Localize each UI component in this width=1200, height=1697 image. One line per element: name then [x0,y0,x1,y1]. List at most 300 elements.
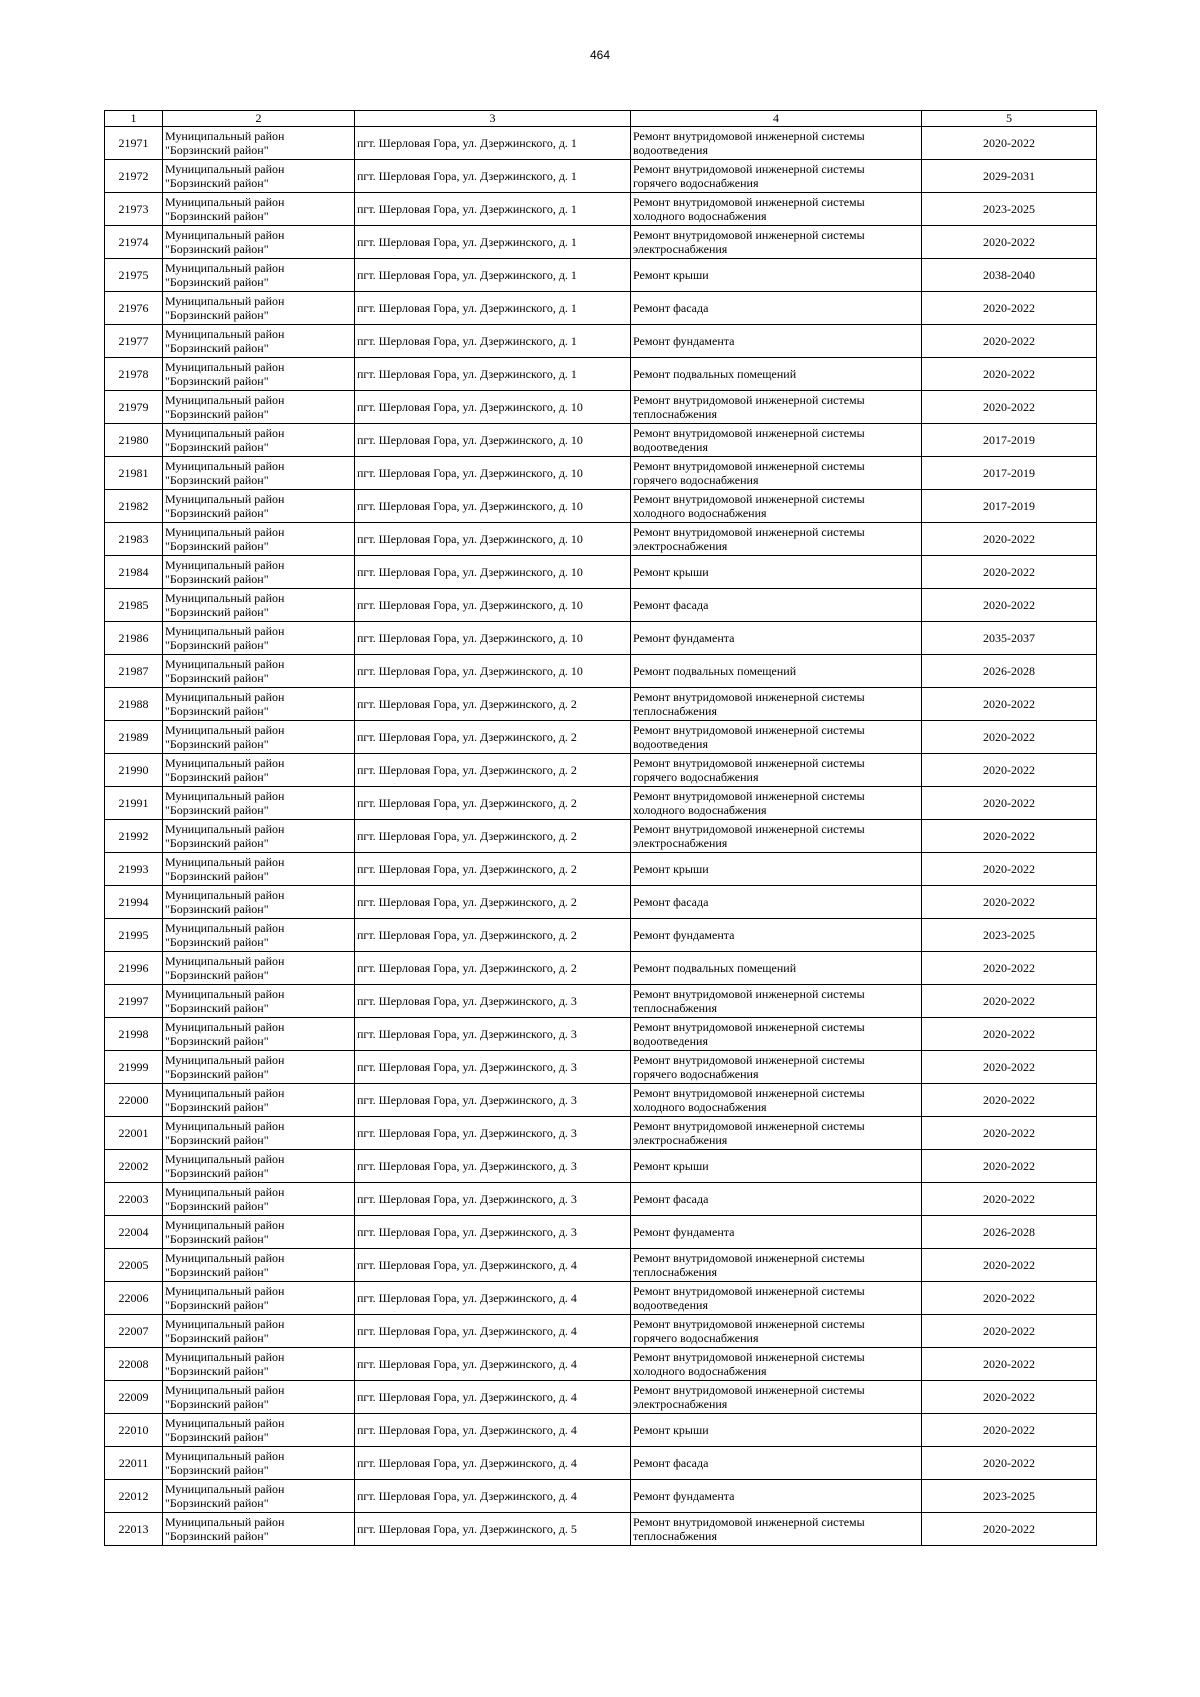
work-type-cell [631,688,922,721]
municipality-cell [163,193,355,226]
period-cell: 2020-2022 [922,688,1097,721]
address-cell: пгт. Шерловая Гора, ул. Дзержинского, д. 2 [355,688,631,721]
period-cell: 2017-2019 [922,457,1097,490]
period-cell: 2020-2022 [922,358,1097,391]
work-type-cell [631,1480,922,1513]
work-type-cell [631,127,922,160]
period-cell: 2020-2022 [922,1447,1097,1480]
municipality-line: "Борзинский район" [165,1001,269,1015]
municipality-line: "Борзинский район" [165,1100,269,1114]
table-row [105,259,1097,292]
column-header: 2 [163,111,355,127]
work-type-cell [631,589,922,622]
municipality-line: Муниципальный район [165,756,285,770]
work-type-cell [631,1513,922,1546]
period-cell: 2017-2019 [922,490,1097,523]
address-cell: пгт. Шерловая Гора, ул. Дзержинского, д. 1 [355,358,631,391]
work-type-line: Ремонт фасада [633,1456,709,1470]
row-number-cell: 22009 [105,1381,163,1414]
address-cell: пгт. Шерловая Гора, ул. Дзержинского, д. 5 [355,1513,631,1546]
municipality-cell [163,523,355,556]
work-type-line: Ремонт крыши [633,1423,709,1437]
municipality-cell [163,1018,355,1051]
column-header: 4 [631,111,922,127]
work-type-line: Ремонт внутридомовой инженерной системы [633,1251,865,1265]
work-type-cell [631,391,922,424]
address-cell: пгт. Шерловая Гора, ул. Дзержинского, д. 3 [355,1216,631,1249]
municipality-line: "Борзинский район" [165,770,269,784]
column-header: 3 [355,111,631,127]
municipality-cell [163,622,355,655]
period-cell: 2020-2022 [922,952,1097,985]
work-type-line: холодного водоснабжения [633,1100,767,1114]
work-type-line: Ремонт внутридомовой инженерной системы [633,162,865,176]
municipality-line: "Борзинский район" [165,1430,269,1444]
row-number-cell: 21992 [105,820,163,853]
municipality-line: "Борзинский район" [165,440,269,454]
period-cell: 2026-2028 [922,1216,1097,1249]
address-cell: пгт. Шерловая Гора, ул. Дзержинского, д. 4 [355,1249,631,1282]
table-row [105,1282,1097,1315]
repair-schedule-table [104,110,1097,1546]
work-type-line: электроснабжения [633,539,728,553]
address-cell: пгт. Шерловая Гора, ул. Дзержинского, д. 3 [355,985,631,1018]
work-type-cell [631,721,922,754]
period-cell: 2020-2022 [922,391,1097,424]
work-type-line: теплоснабжения [633,1265,717,1279]
table-row [105,721,1097,754]
municipality-cell [163,1447,355,1480]
row-number-cell: 21989 [105,721,163,754]
work-type-line: Ремонт фасада [633,598,709,612]
period-cell: 2023-2025 [922,919,1097,952]
address-cell: пгт. Шерловая Гора, ул. Дзержинского, д. 1 [355,160,631,193]
municipality-line: Муниципальный район [165,1416,285,1430]
work-type-cell [631,1018,922,1051]
work-type-line: холодного водоснабжения [633,209,767,223]
period-cell: 2020-2022 [922,292,1097,325]
work-type-line: электроснабжения [633,1133,728,1147]
period-cell: 2035-2037 [922,622,1097,655]
work-type-line: электроснабжения [633,1397,728,1411]
row-number-cell: 21973 [105,193,163,226]
address-cell: пгт. Шерловая Гора, ул. Дзержинского, д. 4 [355,1447,631,1480]
municipality-cell [163,1381,355,1414]
table-row [105,754,1097,787]
municipality-line: "Борзинский район" [165,638,269,652]
table-row [105,820,1097,853]
row-number-cell: 21987 [105,655,163,688]
table-row [105,160,1097,193]
municipality-line: Муниципальный район [165,855,285,869]
work-type-cell [631,424,922,457]
municipality-line: Муниципальный район [165,459,285,473]
municipality-line: Муниципальный район [165,195,285,209]
municipality-cell [163,721,355,754]
period-cell: 2020-2022 [922,1315,1097,1348]
work-type-line: Ремонт внутридомовой инженерной системы [633,525,865,539]
work-type-line: холодного водоснабжения [633,506,767,520]
table-row [105,556,1097,589]
work-type-line: Ремонт внутридомовой инженерной системы [633,1119,865,1133]
municipality-cell [163,556,355,589]
municipality-cell [163,655,355,688]
table-row [105,457,1097,490]
municipality-line: "Борзинский район" [165,704,269,718]
municipality-cell [163,226,355,259]
address-cell: пгт. Шерловая Гора, ул. Дзержинского, д. 10 [355,589,631,622]
municipality-line: Муниципальный район [165,921,285,935]
address-cell: пгт. Шерловая Гора, ул. Дзержинского, д. 10 [355,457,631,490]
work-type-line: Ремонт внутридомовой инженерной системы [633,393,865,407]
row-number-cell: 22011 [105,1447,163,1480]
period-cell: 2020-2022 [922,127,1097,160]
work-type-cell [631,160,922,193]
work-type-cell [631,1117,922,1150]
row-number-cell: 22003 [105,1183,163,1216]
table-row [105,292,1097,325]
municipality-cell [163,985,355,1018]
table-row [105,193,1097,226]
work-type-cell [631,952,922,985]
work-type-cell [631,556,922,589]
row-number-cell: 21972 [105,160,163,193]
municipality-line: Муниципальный район [165,1251,285,1265]
row-number-cell: 21976 [105,292,163,325]
municipality-cell [163,160,355,193]
period-cell: 2020-2022 [922,523,1097,556]
municipality-line: Муниципальный район [165,1053,285,1067]
work-type-cell [631,1447,922,1480]
municipality-line: "Борзинский район" [165,1397,269,1411]
municipality-cell [163,919,355,952]
work-type-line: электроснабжения [633,242,728,256]
municipality-line: "Борзинский район" [165,143,269,157]
work-type-line: Ремонт крыши [633,862,709,876]
period-cell: 2020-2022 [922,1414,1097,1447]
municipality-line: "Борзинский район" [165,1529,269,1543]
municipality-line: "Борзинский район" [165,737,269,751]
row-number-cell: 22012 [105,1480,163,1513]
row-number-cell: 22006 [105,1282,163,1315]
work-type-line: Ремонт внутридомовой инженерной системы [633,1383,865,1397]
table-row [105,589,1097,622]
work-type-line: горячего водоснабжения [633,1331,759,1345]
municipality-cell [163,820,355,853]
municipality-line: "Борзинский район" [165,209,269,223]
municipality-cell [163,1051,355,1084]
work-type-line: Ремонт внутридомовой инженерной системы [633,1317,865,1331]
municipality-cell [163,1480,355,1513]
work-type-line: Ремонт внутридомовой инженерной системы [633,195,865,209]
work-type-line: Ремонт внутридомовой инженерной системы [633,822,865,836]
row-number-cell: 21977 [105,325,163,358]
work-type-line: Ремонт внутридомовой инженерной системы [633,1020,865,1034]
period-cell: 2020-2022 [922,1117,1097,1150]
period-cell: 2020-2022 [922,1183,1097,1216]
period-cell: 2020-2022 [922,1249,1097,1282]
municipality-line: Муниципальный район [165,723,285,737]
row-number-cell: 21997 [105,985,163,1018]
row-number-cell: 22001 [105,1117,163,1150]
work-type-line: Ремонт внутридомовой инженерной системы [633,228,865,242]
work-type-line: Ремонт фасада [633,1192,709,1206]
municipality-line: Муниципальный район [165,558,285,572]
municipality-cell [163,1117,355,1150]
period-cell: 2020-2022 [922,325,1097,358]
work-type-line: Ремонт внутридомовой инженерной системы [633,987,865,1001]
municipality-line: Муниципальный район [165,393,285,407]
column-header: 5 [922,111,1097,127]
municipality-line: Муниципальный район [165,360,285,374]
work-type-cell [631,325,922,358]
row-number-cell: 21993 [105,853,163,886]
work-type-line: Ремонт внутридомовой инженерной системы [633,690,865,704]
municipality-cell [163,787,355,820]
work-type-cell [631,1216,922,1249]
work-type-cell [631,1051,922,1084]
row-number-cell: 21980 [105,424,163,457]
municipality-line: "Борзинский район" [165,473,269,487]
municipality-cell [163,457,355,490]
table-row [105,1480,1097,1513]
municipality-line: "Борзинский район" [165,1496,269,1510]
work-type-line: Ремонт внутридомовой инженерной системы [633,129,865,143]
table-row [105,424,1097,457]
work-type-cell [631,259,922,292]
work-type-cell [631,292,922,325]
municipality-line: "Борзинский район" [165,803,269,817]
work-type-line: Ремонт фундамента [633,334,735,348]
work-type-line: Ремонт фундамента [633,1489,735,1503]
work-type-line: водоотведения [633,440,708,454]
municipality-cell [163,589,355,622]
work-type-line: теплоснабжения [633,1001,717,1015]
period-cell: 2029-2031 [922,160,1097,193]
municipality-cell [163,853,355,886]
table-row [105,1315,1097,1348]
work-type-cell [631,1381,922,1414]
row-number-cell: 21978 [105,358,163,391]
address-cell: пгт. Шерловая Гора, ул. Дзержинского, д. 3 [355,1117,631,1150]
work-type-cell [631,457,922,490]
table-row [105,1018,1097,1051]
work-type-line: Ремонт внутридомовой инженерной системы [633,459,865,473]
work-type-line: Ремонт внутридомовой инженерной системы [633,789,865,803]
municipality-cell [163,358,355,391]
municipality-line: Муниципальный район [165,261,285,275]
municipality-line: Муниципальный район [165,492,285,506]
period-cell: 2020-2022 [922,226,1097,259]
address-cell: пгт. Шерловая Гора, ул. Дзержинского, д. 10 [355,523,631,556]
work-type-line: водоотведения [633,737,708,751]
municipality-line: Муниципальный район [165,1317,285,1331]
work-type-cell [631,523,922,556]
municipality-line: Муниципальный район [165,525,285,539]
municipality-cell [163,1315,355,1348]
municipality-cell [163,490,355,523]
table-row [105,127,1097,160]
address-cell: пгт. Шерловая Гора, ул. Дзержинского, д. 2 [355,787,631,820]
work-type-line: Ремонт внутридомовой инженерной системы [633,1350,865,1364]
work-type-line: Ремонт внутридомовой инженерной системы [633,756,865,770]
period-cell: 2020-2022 [922,1051,1097,1084]
address-cell: пгт. Шерловая Гора, ул. Дзержинского, д. 2 [355,820,631,853]
municipality-line: Муниципальный район [165,1086,285,1100]
address-cell: пгт. Шерловая Гора, ул. Дзержинского, д. 2 [355,754,631,787]
work-type-line: Ремонт фасада [633,301,709,315]
period-cell: 2023-2025 [922,193,1097,226]
work-type-line: Ремонт внутридомовой инженерной системы [633,1086,865,1100]
address-cell: пгт. Шерловая Гора, ул. Дзержинского, д. 2 [355,952,631,985]
row-number-cell: 21988 [105,688,163,721]
table-body [105,127,1097,1546]
table-row [105,226,1097,259]
work-type-line: Ремонт фундамента [633,928,735,942]
work-type-line: холодного водоснабжения [633,1364,767,1378]
row-number-cell: 22004 [105,1216,163,1249]
row-number-cell: 21981 [105,457,163,490]
address-cell: пгт. Шерловая Гора, ул. Дзержинского, д. 2 [355,886,631,919]
work-type-line: Ремонт фундамента [633,631,735,645]
row-number-cell: 21986 [105,622,163,655]
address-cell: пгт. Шерловая Гора, ул. Дзержинского, д. 10 [355,556,631,589]
municipality-line: Муниципальный район [165,1020,285,1034]
period-cell: 2020-2022 [922,886,1097,919]
row-number-cell: 21990 [105,754,163,787]
work-type-line: Ремонт внутридомовой инженерной системы [633,492,865,506]
row-number-cell: 21975 [105,259,163,292]
municipality-line: "Борзинский район" [165,1298,269,1312]
address-cell: пгт. Шерловая Гора, ул. Дзержинского, д. 2 [355,721,631,754]
municipality-line: "Борзинский район" [165,1265,269,1279]
municipality-cell [163,325,355,358]
period-cell: 2020-2022 [922,721,1097,754]
municipality-line: "Борзинский район" [165,1199,269,1213]
table-row [105,853,1097,886]
table-row [105,1117,1097,1150]
table-row [105,1084,1097,1117]
municipality-line: Муниципальный район [165,888,285,902]
work-type-cell [631,820,922,853]
municipality-line: "Борзинский район" [165,1133,269,1147]
table-row [105,1150,1097,1183]
period-cell: 2020-2022 [922,1150,1097,1183]
address-cell: пгт. Шерловая Гора, ул. Дзержинского, д. 2 [355,919,631,952]
work-type-cell [631,1348,922,1381]
work-type-line: горячего водоснабжения [633,176,759,190]
work-type-line: Ремонт внутридомовой инженерной системы [633,1053,865,1067]
work-type-line: горячего водоснабжения [633,473,759,487]
address-cell: пгт. Шерловая Гора, ул. Дзержинского, д. 1 [355,292,631,325]
municipality-cell [163,754,355,787]
address-cell: пгт. Шерловая Гора, ул. Дзержинского, д. 3 [355,1150,631,1183]
municipality-line: "Борзинский район" [165,1364,269,1378]
work-type-cell [631,886,922,919]
municipality-line: "Борзинский район" [165,1034,269,1048]
table-row [105,325,1097,358]
table-row [105,787,1097,820]
work-type-line: теплоснабжения [633,407,717,421]
address-cell: пгт. Шерловая Гора, ул. Дзержинского, д. 4 [355,1315,631,1348]
municipality-line: Муниципальный район [165,294,285,308]
municipality-line: Муниципальный район [165,228,285,242]
period-cell: 2020-2022 [922,1018,1097,1051]
address-cell: пгт. Шерловая Гора, ул. Дзержинского, д. 10 [355,490,631,523]
municipality-cell [163,1249,355,1282]
work-type-line: Ремонт крыши [633,1159,709,1173]
column-header: 1 [105,111,163,127]
table-row [105,886,1097,919]
row-number-cell: 22005 [105,1249,163,1282]
work-type-cell [631,1315,922,1348]
municipality-cell [163,952,355,985]
municipality-line: Муниципальный район [165,987,285,1001]
municipality-line: Муниципальный район [165,1350,285,1364]
work-type-cell [631,1414,922,1447]
work-type-cell [631,1084,922,1117]
row-number-cell: 21974 [105,226,163,259]
municipality-line: "Борзинский район" [165,242,269,256]
municipality-line: "Борзинский район" [165,605,269,619]
municipality-line: "Борзинский район" [165,407,269,421]
municipality-line: "Борзинский район" [165,836,269,850]
municipality-line: "Борзинский район" [165,671,269,685]
table-row [105,1051,1097,1084]
address-cell: пгт. Шерловая Гора, ул. Дзержинского, д. 1 [355,259,631,292]
work-type-cell [631,1183,922,1216]
table-row [105,1414,1097,1447]
table-row [105,1216,1097,1249]
work-type-line: горячего водоснабжения [633,770,759,784]
municipality-cell [163,259,355,292]
table-row [105,622,1097,655]
work-type-line: водоотведения [633,1034,708,1048]
work-type-cell [631,985,922,1018]
municipality-cell [163,1150,355,1183]
address-cell: пгт. Шерловая Гора, ул. Дзержинского, д. 1 [355,226,631,259]
table-row [105,1348,1097,1381]
municipality-line: Муниципальный район [165,129,285,143]
municipality-cell [163,391,355,424]
table-row [105,391,1097,424]
municipality-cell [163,127,355,160]
address-cell: пгт. Шерловая Гора, ул. Дзержинского, д. 10 [355,622,631,655]
address-cell: пгт. Шерловая Гора, ул. Дзержинского, д. 3 [355,1084,631,1117]
municipality-line: "Борзинский район" [165,902,269,916]
municipality-line: Муниципальный район [165,1152,285,1166]
municipality-cell [163,1282,355,1315]
page-number: 464 [589,48,611,62]
work-type-line: теплоснабжения [633,1529,717,1543]
address-cell: пгт. Шерловая Гора, ул. Дзержинского, д. 1 [355,325,631,358]
municipality-line: Муниципальный район [165,690,285,704]
period-cell: 2020-2022 [922,556,1097,589]
work-type-line: горячего водоснабжения [633,1067,759,1081]
work-type-line: Ремонт крыши [633,565,709,579]
municipality-line: Муниципальный район [165,591,285,605]
municipality-line: Муниципальный район [165,657,285,671]
municipality-cell [163,886,355,919]
work-type-cell [631,622,922,655]
municipality-cell [163,1414,355,1447]
work-type-line: водоотведения [633,1298,708,1312]
row-number-cell: 21998 [105,1018,163,1051]
municipality-line: "Борзинский район" [165,341,269,355]
table-row [105,655,1097,688]
municipality-line: "Борзинский район" [165,1232,269,1246]
work-type-cell [631,193,922,226]
